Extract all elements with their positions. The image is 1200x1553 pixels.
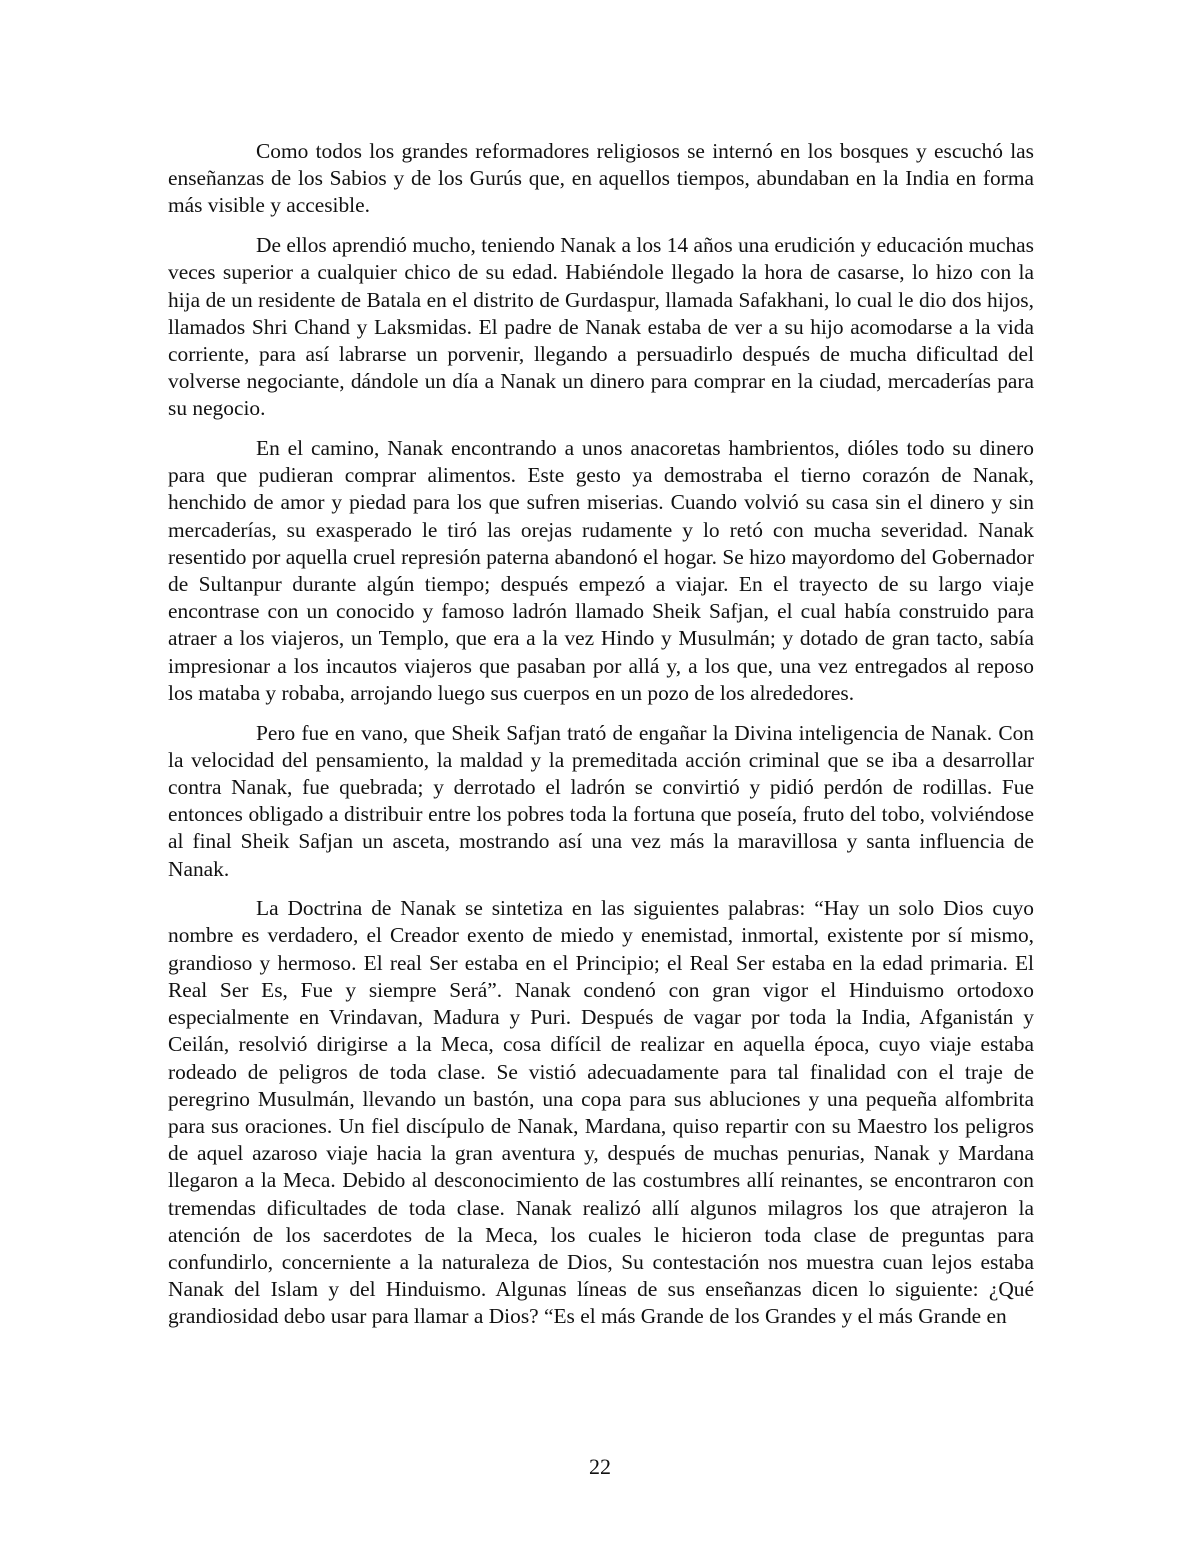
paragraph-3: En el camino, Nanak encontrando a unos anacoretas hambrientos, dióles todo su dinero para que pudieran comprar alimentos. Este gesto ya demostraba el tierno corazón de Nanak, henchido de amor y piedad para los que sufren miserias. Cuando volvió su casa sin el dinero y sin mercaderías, su exasperado le tiró las orejas rudamente y lo retó con mucha severidad. Nanak resentido por aquella cruel represión paterna abandonó el hogar. Se hizo mayordomo del Gobernador de Sultanpur durante algún tiempo; después empezó a viajar. En el trayecto de su largo viaje encontrase con un conocido y famoso ladrón llamado Sheik Safjan, el cual había construido para atraer a los viajeros, un Templo, que era a la vez Hindo y Musulmán; y dotado de gran tacto, sabía impresionar a los incautos viajeros que pasaban por allá y, a los que, una vez entregados al reposo los mataba y robaba, arrojando luego sus cuerpos en un pozo de los alrededores.	[168, 436, 1034, 705]
paragraph-5: La Doctrina de Nanak se sintetiza en las siguientes palabras: “Hay un solo Dios cuyo nombre es verdadero, el Creador exento de miedo y enemistad, inmortal, existente por sí mismo, grandioso y hermoso. El real Ser estaba en el Principio; el Real Ser estaba en la edad primaria. El Real Ser Es, Fue y siempre Será”. Nanak condenó con gran vigor el Hinduismo ortodoxo especialmente en Vrindavan, Madura y Puri. Después de vagar por toda la India, Afganistán y Ceilán, resolvió dirigirse a la Meca, cosa difícil de realizar en aquella época, cuyo viaje estaba rodeado de peligros de toda clase. Se vistió adecuadamente para tal finalidad con el traje de peregrino Musulmán, llevando un bastón, una copa para sus abluciones y una pequeña alfombrita para sus oraciones. Un fiel discípulo de Nanak, Mardana, quiso repartir con su Maestro los peligros de aquel azaroso viaje hacia la gran aventura y, después de muchas penurias, Nanak y Mardana llegaron a la Meca. Debido al desconocimiento de las costumbres allí reinantes, se encontraron con tremendas dificultades de toda clase. Nanak realizó allí algunos milagros los que atrajeron la atención de los sacerdotes de la Meca, los cuales le hicieron toda clase de preguntas para confundirlo, concerniente a la naturaleza de Dios, Su contestación nos muestra cuan lejos estaba Nanak del Islam y del Hinduismo. Algunas líneas de sus enseñanzas dicen lo siguiente: ¿Qué grandiosidad debo usar para llamar a Dios? “Es el más Grande de los Grandes y el más Grande en	[168, 896, 1034, 1329]
page-number: 22	[589, 1454, 611, 1479]
paragraph-4: Pero fue en vano, que Sheik Safjan trató de engañar la Divina inteligencia de Nanak. Con la velocidad del pensamiento, la maldad y la premeditada acción criminal que se iba a desarrollar contra Nanak, fue quebrada; y derrotado el ladrón se convirtió y pidió perdón de rodillas. Fue entonces obligado a distribuir entre los pobres toda la fortuna que poseía, fruto del tobo, volviéndose al final Sheik Safjan un asceta, mostrando así una vez más la maravillosa y santa influencia de Nanak.	[168, 720, 1034, 881]
paragraph-2: De ellos aprendió mucho, teniendo Nanak a los 14 años una erudición y educación muchas veces superior a cualquier chico de su edad. Habiéndole llegado la hora de casarse, lo hizo con la hija de un residente de Batala en el distrito de Gurdaspur, llamada Safakhani, lo cual le dio dos hijos, llamados Shri Chand y Laksmidas. El padre de Nanak estaba de ver a su hijo acomodarse a la vida corriente, para así labrarse un porvenir, llegando a persuadirlo después de mucha dificultad del volverse negociante, dándole un día a Nanak un dinero para comprar en la ciudad, mercaderías para su negocio.	[168, 233, 1034, 421]
body-text	[168, 138, 1034, 1343]
paragraph-1: Como todos los grandes reformadores religiosos se internó en los bosques y escuchó las enseñanzas de los Sabios y de los Gurús que, en aquellos tiempos, abundaban en la India en forma más visible y accesible.	[168, 139, 1034, 218]
